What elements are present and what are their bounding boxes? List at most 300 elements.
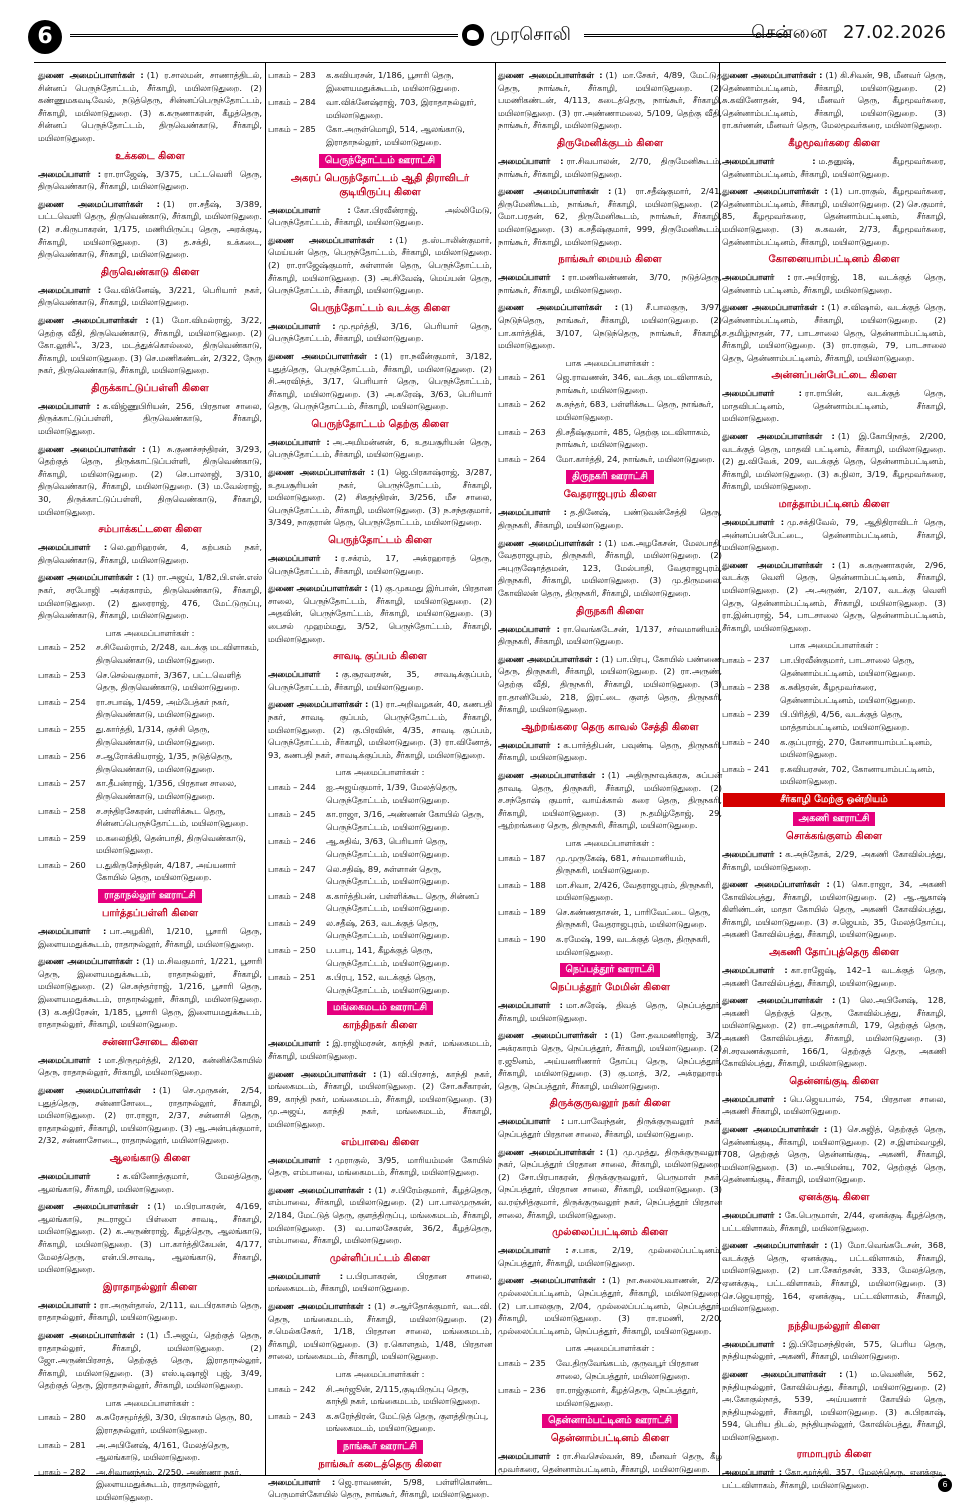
organiser-details: (1) ச.ஆர்தோக்குமார், வட.வி. தெரு, மங்கைமடம், சீர்காழி, மயிலாடுதுறை. (2) ச.மெல்கசேகர், 1/18, பிரதான சாலை, மங்கைமடம், சீர்காழி, மயிலாடுதுறை. (3) ர.கொளதம், 1/48, பிரதான சாலை, மங்கைமடம், சீர்காழி, மயிலாடுதுறை. (268, 1300, 492, 1362)
booth-number: பாகம் – 253 (38, 669, 86, 680)
organiser-entry (498, 1274, 722, 1337)
role-label: அமைப்பாளர் : (722, 272, 791, 283)
organiser-details: ரா.வெங்கடேசன், 1/137, சர்வமானியம், திருநகரி, சீர்காழி, மயிலாடுதுறை. (498, 623, 722, 647)
role-label: அமைப்பாளர் : (498, 1116, 565, 1127)
organiser-entry (268, 582, 492, 645)
role-label: துணை அமைப்பாளர்கள் : (268, 467, 375, 478)
branch-heading: சொக்கங்குளம் கிளை (785, 830, 883, 842)
brand-name: முரசொலி (490, 24, 571, 45)
organiser-details: (1) ம.பிரபாகரன், 4/169, ஆலங்காடு, நடராஜப் பிள்ளை சாவடி, சீர்காழி, மயிலாடுதுறை. (2) க.அருண்ராஜ், கீழத்தெரு, ஆலங்காடு, சீர்காழி, மயிலாடுதுறை. (3) பா.கார்த்திகேயன், 4/177, மேலத்தெரு, என்.பி.சாவடி, ஆலங்காடு, சீர்காழி, மயிலாடுதுறை. (38, 1201, 262, 1275)
booth-row (38, 1439, 262, 1464)
booth-number: பாகம் – 245 (268, 809, 316, 820)
dateline (741, 22, 946, 45)
role-label: துணை அமைப்பாளர்கள் : (498, 186, 612, 197)
branch-heading: பெருந்தோட்டம் கிளை (328, 535, 432, 547)
booth-number: பாகம் – 283 (268, 70, 316, 80)
booth-organiser: பி.பிரித்தி, 4/56, வடக்குத் தெரு, மாத்தாம்பட்டினம், மயிலாடுதுறை. (780, 709, 910, 732)
booth-row (498, 852, 722, 877)
organiser-details: (1) கொ.ராஜா, 34, அகணி கோவில்பத்து, சீர்காழி, மயிலாடுதுறை. (2) ஆ.ஆகாஷ் கிளிண்டன், மாதா கோயில் தெரு, அகணி கோவில்பத்து, சீர்காழி, மயிலாடுதுறை. (3) ச.ஜெயம், 35, மேலத்தோப்பு, அகணி கோவில்பத்து, சீர்காழி, மயிலாடுதுறை. (722, 879, 946, 940)
organiser-entry (722, 1338, 946, 1363)
organiser-details: ப.பிரபாகரன், பிரதான சாலை, மங்கைமடம், சீர்காழி, மயிலாடுதுறை. (268, 1270, 493, 1294)
organiser-entry (498, 769, 722, 832)
booth-section-title: பாக அமைப்பாளர்கள் : (335, 767, 425, 778)
booth-number: பாகம் – 284 (268, 97, 316, 108)
organiser-entry (722, 430, 946, 493)
branch-heading: ராமாபுரம் கிளை (796, 1449, 872, 1461)
organiser-details: க.பார்த்திபன், பவுண்டி தெரு, திருநகரி, சீர்காழி, மயிலாடுதுறை. (498, 739, 722, 763)
organiser-entry (498, 185, 722, 248)
organiser-details: (1) ம.சிவகுமார், 1/221, பூசாரி தெரு, இளையமதுக்கூடம், ராதாநல்லூர், சீர்காழி, மயிலாடுதுறை. (2) செ.சுந்தர்ராஜ், 1/216, பூசாரி தெரு, இளையமதுக்கூடம், ராதாநல்லூர், சீர்காழி, மயிலாடுதுறை. (3) க.சுதிரேசன், 1/185, பூசாரி தெரு, இளையமதுக்கூடம், ராதாநல்லூர், சீர்காழி, மயிலாடுதுறை. (38, 956, 262, 1030)
column-3 (498, 69, 723, 1474)
role-label: அமைப்பாளர் : (268, 1270, 344, 1281)
organiser-entry (722, 516, 946, 554)
booth-section-title: பாக அமைப்பாளர்கள் : (789, 640, 879, 651)
booth-number: பாகம் – 248 (268, 890, 316, 901)
booth-section-title: பாக அமைப்பாளர்கள் : (335, 1368, 425, 1379)
booth-organiser: ப.துகிருசேந்திரன், 4/187, அய்யனார் கோயில் தெரு, மயிலாடுதுறை. (96, 859, 237, 883)
organiser-details: (1) ரா.சதீஷ், 3/389, பட்டவெளி தெரு, திருவெண்காடு, சீர்காழி, மயிலாடுதுறை. (2) ச.கிருபாகரன், 1/175, மணியிருப்பு தெரு, அரக்குடி, சீர்காழி, மயிலாடுதுறை. (3) த.சக்தி, உக்கடை, திருவெண்காடு, சீர்காழி, மயிலாடுதுறை. (38, 198, 262, 260)
branch-heading: கீழமூவர்கரை கிளை (788, 137, 880, 149)
booth-row (38, 832, 262, 857)
role-label: துணை அமைப்பாளர்கள் : (38, 1329, 144, 1340)
booth-number: பாகம் – 281 (38, 1439, 86, 1450)
role-label: அமைப்பாளர் : (722, 965, 788, 976)
banner-label: நெப்பத்தூர் ஊராட்சி (560, 963, 661, 977)
booth-organiser: கா.தீபன்ராஜ், 1/356, பிரதான சாலை, திருவெண்காடு, மயிலாடுதுறை. (96, 778, 237, 801)
role-label: துணை அமைப்பாளர்கள் : (722, 879, 830, 890)
booth-row (268, 971, 492, 996)
banner-label: அகணி ஊராட்சி (793, 812, 876, 826)
column-divider (265, 63, 266, 1475)
booth-section-title: பாக அமைப்பாளர்கள் : (105, 1397, 195, 1408)
booth-number: பாகம் – 258 (38, 805, 86, 816)
booth-organiser: தி.சதீஷ்குமார், 485, தெற்கு மடவிளாகம், நாங்கூர், மயிலாடுதுறை. (556, 426, 711, 450)
branch-heading: திருக்குருவலூர் நகர் கிளை (549, 1098, 671, 1110)
role-label: அமைப்பாளர் : (498, 739, 561, 750)
organiser-entry (268, 1037, 492, 1062)
role-label: அமைப்பாளர் : (722, 388, 802, 399)
booth-row (498, 933, 722, 958)
organiser-entry (722, 1368, 946, 1444)
booth-number: பாகம் – 190 (498, 934, 546, 945)
booth-organiser: ல.சதீஷ், 263, வடக்குத் தெரு, பெருந்தோட்டம், மயிலாடுதுறை. (326, 917, 450, 941)
role-label: துணை அமைப்பாளர்கள் : (38, 70, 144, 80)
organiser-details: அ.அமிமன்னன், 6, உதயசூரியன் தெரு, பெருந்தோட்டம், சீர்காழி, மயிலாடுதுறை. (268, 436, 492, 460)
organiser-entry (722, 271, 946, 296)
organiser-details: ரா.சிவபாலன், 2/70, திருமேனிகூடம், நாங்கூர், சீர்காழி, மயிலாடுதுறை. (498, 155, 722, 179)
booth-organiser: க.சுரேந்திரன், மேட்டுத் தெரு, குளத்திருப்பு, மங்கைமடம், மயிலாடுதுறை. (326, 1410, 489, 1434)
branch-heading: நந்தியநல்லூர் கிளை (788, 1320, 880, 1332)
banner-label: மங்கைமடம் ஊராட்சி (327, 1001, 433, 1015)
booth-row (722, 708, 946, 733)
booth-organiser: மு.முருகேஷ், 681, சர்வமானியம், திருநகரி, மயிலாடுதுறை. (556, 852, 686, 876)
organiser-details: பெ.ஜெயபால், 754, பிரதான சாலை, அகணி சீர்காழி, மயிலாடுதுறை. (722, 1093, 946, 1117)
banner-label: சீர்காழி மேற்கு ஒன்றியம் (723, 793, 945, 807)
masthead (28, 16, 946, 60)
organiser-entry (498, 623, 722, 648)
branch-heading: திருவெண்காடு கிளை (100, 266, 200, 278)
branch-heading: ஆற்றங்கரை தெரு காவல் சேத்தி கிளை (521, 721, 699, 733)
organiser-details: க.அந்தோக், 2/29, அகணி கோவில்பத்து, சீர்காழி, மயிலாடுதுறை. (722, 848, 946, 872)
booth-row (38, 723, 262, 748)
booth-number: பாகம் – 257 (38, 778, 86, 789)
role-label: அமைப்பாளர் : (498, 623, 560, 634)
role-label: அமைப்பாளர் : (268, 1038, 330, 1049)
organiser-entry (38, 443, 262, 519)
booth-section-title: பாக அமைப்பாளர்கள் : (565, 357, 655, 368)
organiser-entry (268, 350, 492, 413)
masthead-rule-left (70, 34, 458, 37)
panchayat-banner (38, 889, 262, 903)
booth-row (722, 763, 946, 788)
panchayat-banner (268, 154, 492, 168)
organiser-entry (722, 69, 946, 132)
branch-heading: எம்பாவை கிளை (341, 1136, 419, 1148)
organiser-entry (498, 1029, 722, 1092)
role-label: அமைப்பாளர் : (722, 1209, 782, 1220)
organiser-details: (1) ச.விஷால், வடக்குத் தெரு, தென்னாம்பட்டினம், சீர்காழி, மயிலாடுதுறை. (2) ச.தமிழ்நாதன், 77, பாடசாலை தெரு, தென்னாம்பட்டினம், சீர்காழி, மயிலாடுதுறை. (3) ரா.ராகுல், 79, பாடசாலை தெரு, தென்னாம்பட்டினம், சீர்காழி, மயிலாடுதுறை. (722, 302, 946, 363)
organiser-details: கா.ராஜேஷ், 142–1 வடக்குத் தெரு, அகணி கோவில்பத்து, சீர்காழி, மயிலாடுதுறை. (722, 965, 946, 988)
booth-row (722, 736, 946, 761)
branch-heading: தென்னாம்பட்டினம் கிளை (550, 1433, 670, 1445)
organiser-entry (268, 234, 492, 297)
role-label: துணை அமைப்பாளர்கள் : (722, 559, 836, 570)
booth-row (722, 654, 946, 679)
role-label: துணை அமைப்பாளர்கள் : (38, 314, 149, 325)
branch-heading: நாங்கூர் மையம் கிளை (558, 254, 662, 266)
booth-row (498, 426, 722, 451)
booth-number: பாகம் – 264 (498, 453, 546, 464)
booth-section-title: பாக அமைப்பாளர்கள் : (105, 627, 195, 638)
branch-heading: அன்னப்பன்பேட்டை கிளை (771, 370, 897, 382)
organiser-details: ரா.ராபின், வடக்குத் தெரு, மாதவிபட்டினம், தென்னாம்பட்டினம், சீர்காழி, மயிலாடுதுறை. (722, 388, 946, 424)
role-label: துணை அமைப்பாளர்கள் : (268, 583, 368, 594)
booth-number: பாகம் – 252 (38, 642, 86, 653)
organiser-details: கோ.பிரவீன்ராஜ், அல்லிமேடு, பெருந்தோட்டம், சீர்காழி, மயிலாடுதுறை. (268, 204, 492, 228)
booth-organiser: அ.சிவானந்தம், 2/250, அண்ணா நகர், இளையமதுக்கூடம், ராதாநல்லூர், மயிலாடுதுறை. (96, 1466, 242, 1503)
booth-number: பாகம் – 238 (722, 682, 770, 693)
organiser-details: லெ.ஹரிஹரன், 4, கற்பகம் நகர், திருவெண்காடு, சீர்காழி, மயிலாடுதுறை. (38, 542, 262, 565)
role-label: துணை அமைப்பாளர்கள் : (38, 956, 140, 967)
organiser-entry (722, 387, 946, 425)
organiser-details: (1) செ.முருகன், 2/54, புதுத்தெரு, சன்னாசோடை, ராதாநல்லூர், சீர்காழி, மயிலாடுதுறை. (2) ரா.ராஜா, 2/37, சன்னாசி தெரு, ராதாநல்லூர், சீர்காழி, மயிலாடுதுறை. (3) ஆ.அன்புக்குமார், 2/32, சன்னாசோடை, ராதாநல்லூர், மயிலாடுதுறை. (38, 1085, 262, 1146)
organiser-entry (722, 1093, 946, 1118)
organiser-details: கு.சூரவரசன், 35, சாவடிக்குப்பம், பெருந்தோட்டம், சீர்காழி, மயிலாடுதுறை. (268, 669, 492, 692)
booth-organiser: ச.சந்திரசேகரன், பள்ளிக்கூட தெரு, சின்னப்பெருந்தோட்டம், மயிலாடுதுறை. (96, 805, 249, 829)
role-label: துணை அமைப்பாளர்கள் : (498, 537, 602, 548)
column-2 (268, 69, 493, 1500)
organiser-details: (1) சு.கருணாகரன், 2/96, வடக்கு வெளி தெரு, தென்னாம்பட்டினம், சீர்காழி, மயிலாடுதுறை. (2) அ.அருண், 2/107, வடக்கு வெளி தெரு, தென்னாம்பட்டினம், சீர்காழி, மயிலாடுதுறை. (3) ரா.இன்பராஜ், 54, பாடசாலை தெரு, தென்னாம்பட்டினம், சீர்காழி, மயிலாடுதுறை. (722, 559, 947, 633)
organiser-details: (1) ஜெ.பிரகாஷ்ராஜ், 3/287, உதயசூரியன் நகர், பெருந்தோட்டம், சீர்காழி, மயிலாடுதுறை. (2) சிகதந்திரன், 3/256, மீச சாலை, பெருந்தோட்டம், சீர்காழி, மயிலாடுதுறை. (3) ந.சந்தகுமார், 3/349, நாகுரான் தெரு, பெருந்தோட்டம், மயிலாடுதுறை. (268, 467, 492, 528)
organiser-details: மு.மூர்த்தி, 3/16, பெரியார் தெரு, பெருந்தோட்டம், சீர்காழி, மயிலாடுதுறை. (268, 320, 492, 344)
booth-number: பாகம் – 247 (268, 863, 316, 874)
booth-organiser: சு.சுந்தர், 683, பள்ளிக்கூட தெரு, நாங்கூர், மயிலாடுதுறை. (556, 399, 714, 423)
role-label: அமைப்பாளர் : (38, 1299, 97, 1310)
organiser-details: (1) ச.பிரேம்குமார், கீழத்தெரு, எம்பாவை, சீர்காழி, மயிலாடுதுறை. (2) பா.பாலமுருகன், 2/184, மேட்டுத் தெரு, குளத்திருப்பு, மங்கைமடம், சீர்காழி, மயிலாடுதுறை. (3) வ.பாலசேகரன், 36/2, கீழத்தெரு, எம்பாவை, சீர்காழி, மயிலாடுதுறை. (268, 1184, 492, 1246)
organiser-entry (722, 994, 946, 1070)
booth-number: பாகம் – 261 (498, 372, 546, 383)
organiser-details: (1) மா.சேகர், 4/89, மேட்டுத் தெரு, நாங்கூர், சீர்காழி, மயிலாடுதுறை. (2) பமணிகண்டன், 4/113, கடைத்தெரு, நாங்கூர், சீர்காழி, மயிலாடுதுறை. (3) ரா.அண்ணாமலை, 5/109, தெற்கு வீதி, நாங்கூர், சீர்காழி, மயிலாடுதுறை. (498, 70, 722, 131)
role-label: அமைப்பாளர் : (498, 272, 566, 283)
booth-row (268, 123, 492, 148)
organiser-details: (1) நா.சுலையவாணன், 2/2, முல்லைப்பட்டினம், நெப்பத்தூர், சீர்காழி, மயிலாடுதுறை. (2) பா.பாலகுரு, 2/04, முல்லைப்பட்டினம், நெப்பத்தூர், சீர்காழி, மயிலாடுதுறை. (3) ரா.ரமணி, 2/20, முல்லைப்பட்டினம், நெப்பத்தூர், சீர்காழி, மயிலாடுதுறை. (498, 1275, 722, 1336)
booth-number: பாகம் – 259 (38, 832, 86, 843)
booth-row (268, 808, 492, 833)
organiser-details: இ.பிரேமசந்திரன், 575, பெரிய தெரு, நந்தியநல்லூர், அகணி, சீர்காழி, மயிலாடுதுறை. (722, 1338, 946, 1362)
role-label: அமைப்பாளர் : (498, 1245, 569, 1256)
branch-heading: திருமேனிக்குடம் கிளை (557, 137, 663, 149)
booth-number: பாகம் – 280 (38, 1412, 86, 1423)
role-label: துணை அமைப்பாளர்கள் : (38, 1085, 156, 1095)
organiser-entry (722, 1209, 946, 1234)
booth-number: பாகம் – 255 (38, 723, 86, 734)
panchayat-banner (722, 812, 946, 826)
organiser-entry (498, 739, 722, 764)
booth-row (498, 879, 722, 904)
booth-organiser: க.ரமேஷ், 199, வடக்குத் தெரு, திருநகரி, மயிலாடுதுறை. (556, 934, 711, 957)
organiser-details: இ.ராஜிமரசன், காந்தி நகர், மங்கைமடம், சீர்காழி, மயிலாடுதுறை. (268, 1038, 492, 1062)
booth-row (268, 1410, 492, 1435)
banner-label: பெருந்தோட்டம் ஊராட்சி (319, 154, 441, 168)
branch-heading: ஆலங்காடு கிளை (109, 1152, 191, 1164)
organiser-entry (498, 537, 722, 600)
booth-organiser: கா.ராஜா, 3/16, அண்ணன் கோயில் தெரு, பெருந்தோட்டம், மயிலாடுதுறை. (326, 809, 485, 832)
booth-organiser: சி.அர்ஜூன், 2/115,குடியிருப்பு தெரு, காந்தி நகர், மங்கைமடம், மயிலாடுதுறை. (326, 1383, 481, 1407)
role-label: அமைப்பாளர் : (268, 204, 351, 215)
organiser-entry (722, 1466, 946, 1491)
city-label: சென்னை (751, 22, 828, 43)
organiser-details: பா.அழகிரி, 1/210, பூசாரி தெரு, இளையமதுக்கூடம், ராதாநல்லூர், சீர்காழி, மயிலாடுதுறை. (38, 926, 262, 949)
organiser-details: ரா.சிவசெல்வன், 89, மீனவர் தெரு, கீழ மூவர்கரை, தென்னாம்பட்டினம், சீர்காழி, மயிலாடுதுறை. (498, 1451, 722, 1474)
booth-organiser: க.கார்த்திபன், பள்ளிக்கூட தெரு, சின்னப் பெருந்தோட்டம், மயிலாடுதுறை. (326, 890, 479, 914)
booth-row (498, 398, 722, 423)
organiser-details: (1) ரா.அறிவழகன், 40, கணபதி நகர், சாவடி குப்பம், பெருந்தோட்டம், சீர்காழி, மயிலாடுதுறை. (2) கு.பிரவின், 4/35, சாவடி குப்பம், பெருந்தோட்டம், சீர்காழி, மயிலாடுதுறை. (3) ரா.வினோத், 93, கணபதி நகர், சாவடிக்குப்பம், சீர்காழி, மயிலாடுதுறை. (268, 699, 492, 760)
branch-heading: காந்திநகர் கிளை (342, 1020, 418, 1032)
role-label: துணை அமைப்பாளர்கள் : (722, 70, 823, 80)
branch-heading: திருநகரி கிளை (576, 605, 644, 617)
booth-number: பாகம் – 237 (722, 654, 770, 665)
column-1 (38, 69, 262, 1503)
role-label: அமைப்பாளர் : (498, 1451, 560, 1462)
role-label: துணை அமைப்பாளர்கள் : (38, 198, 160, 209)
branch-heading: சாவடி குப்பம் கிளை (333, 651, 427, 663)
column-divider (495, 63, 496, 1475)
organiser-entry (498, 1244, 722, 1269)
role-label: துணை அமைப்பாளர்கள் : (498, 302, 619, 313)
branch-heading: பார்த்தப்பள்ளி கிளை (101, 908, 199, 920)
booth-row (498, 371, 722, 396)
organiser-details: ர.சக்ரம், 17, அக்ரஹாரத் தெரு, பெருந்தோட்டம், சீர்காழி, மயிலாடுதுறை. (268, 553, 492, 576)
booth-number: பாகம் – 246 (268, 836, 316, 847)
organiser-entry (268, 466, 492, 529)
organiser-details: (1) ர.சாலமன், சாணாத்திடல், சின்னப் பெருந்தோட்டம், சீர்காழி, மயிலாடுதுறை. (2) கண்ணுமகவடிவேல், நடுத்தெரு, சின்னப்பெருந்தோட்டம், சீர்காழி, மயிலாடுதுறை. (3) க.கருணாகரன், கீழத்தெரு, சின்னப் பெருந்தோட்டம், திருவெண்காடு, சீர்காழி, மயிலாடுதுறை. (38, 70, 262, 143)
organiser-details: பா.பாவேந்தன், திருக்குருவலூர் நகர், நெப்பத்தூர் பிரதான சாலை, சீர்காழி, மயிலாடுதுறை. (498, 1116, 722, 1139)
organiser-entry (38, 925, 262, 950)
organiser-entry (498, 1146, 722, 1222)
branch-heading: நெப்பத்தூர் மேமின் கிளை (550, 982, 670, 994)
booth-row (268, 835, 492, 860)
organiser-entry (498, 999, 722, 1024)
booth-number: பாகம் – 241 (722, 763, 770, 774)
booth-organiser: க.பிரபு, 152, வடக்குத் தெரு, பெருந்தோட்டம், மயிலாடுதுறை. (326, 972, 450, 995)
organiser-entry (722, 964, 946, 989)
organiser-entry (268, 552, 492, 577)
organiser-details: த.தினேஷ், பண்டுவன்சேத்தி தெரு, திருநகரி, சீர்காழி, மயிலாடுதுறை. (498, 507, 722, 531)
organiser-entry (38, 284, 262, 309)
panchayat-banner (268, 1440, 492, 1454)
role-label: அமைப்பாளர் : (722, 155, 816, 166)
organiser-details: கே.பெருமாள், 2/44, ஏனக்குடி கீழத்தெரு, பட்டவிளாகம், சீர்காழி, மயிலாடுதுறை. (722, 1209, 946, 1233)
booth-row (498, 906, 722, 931)
brand (462, 22, 580, 52)
booth-organiser: செ.கண்ணதாசன், 1, பாரிவேட்டை தெரு, திருநகரி, வேதராஜபுரம், மயிலாடுதுறை. (556, 906, 711, 930)
role-label: துணை அமைப்பாளர்கள் : (38, 1201, 151, 1212)
organiser-details: ரா.அபிராஜ், 18, வடக்குத் தெரு, தென்னாம் பட்டினம், சீர்காழி, மயிலாடுதுறை. (722, 272, 946, 295)
booth-number: பாகம் – 244 (268, 781, 316, 792)
organiser-entry (722, 1123, 946, 1186)
booth-number: பாகம் – 263 (498, 426, 546, 437)
organiser-entry (722, 878, 946, 941)
role-label: துணை அமைப்பாளர்கள் : (268, 350, 378, 361)
organiser-details: (1) பீ.அஜய், தெற்குத் தெரு, ராதாநல்லூர், சீர்காழி, மயிலாடுதுறை. (2) ஜோ.அருண்பிரசாத், தெற்குத் தெரு, இராதாநல்லூர், சீர்காழி, மயிலாடுதுறை. (3) எஸ்.டிஷாஜி புஜ், 3/49, தெற்குத் தெரு, இராதாநல்லூர், சீர்காழி, மயிலாடுதுறை. (38, 1329, 262, 1391)
branch-heading: பெருந்தோட்டம் வடக்கு கிளை (309, 302, 451, 314)
organiser-entry (498, 271, 722, 296)
organiser-details: ரா.ராஜேஷ், 3/375, பட்டவெளி தெரு, திருவெண்காடு, சீர்காழி, மயிலாடுதுறை. (38, 168, 262, 192)
panchayat-banner (498, 963, 722, 977)
banner-label: ராதாநல்லூர் ஊராட்சி (98, 889, 202, 903)
booth-row (38, 641, 262, 666)
organiser-entry (268, 320, 492, 345)
organiser-details: வே.விக்னேஷ், 3/221, பெரியார் நகர், திருவெண்காடு, சீர்காழி, மயிலாடுதுறை. (38, 284, 262, 308)
booth-organiser: ரா.சபாஷ், 1/459, அம்பேத்கர் நகர், திருவெண்காடு, மயிலாடுதுறை. (96, 696, 230, 720)
booth-organiser: மோ.கார்த்தி, 24, நாங்கூர், மயிலாடுதுறை. (556, 453, 715, 464)
booth-row (268, 1383, 492, 1408)
organiser-details: (1) வி.பிரசாத், காந்தி நகர், மங்கைமடம், சீர்காழி, மயிலாடுதுறை. (2) சோ.சுசீகாரன், 89, காந்தி நகர், மங்கைமடம், சீர்காழி, மயிலாடுதுறை. (3) மு.அஜய், காந்தி நகர், மங்கைமடம், சீர்காழி, மயிலாடுதுறை. (268, 1068, 492, 1129)
booth-row (38, 805, 262, 830)
role-label: அமைப்பாளர் : (38, 926, 107, 937)
organiser-details: (1) சீ.பாலகுரு, 3/97, நெடுந்தெரு, நாங்கூர், சீர்காழி, மயிலாடுதுறை. (2) பா.கார்த்திக், 3/107, நெடுந்தெரு, நாங்கூர், சீர்காழி, மயிலாடுதுறை. (498, 302, 723, 351)
organiser-entry (38, 1084, 262, 1147)
rising-sun-logo-icon (462, 24, 484, 46)
role-label: அமைப்பாளர் : (38, 542, 108, 553)
booth-number: பாகம் – 285 (268, 124, 316, 135)
branch-heading: முள்ளிப்பட்டம் கிளை (329, 1252, 431, 1264)
role-label: துணை அமைப்பாளர்கள் : (722, 431, 835, 442)
booth-number: பாகம் – 242 (268, 1383, 316, 1394)
booth-organiser: அ.அபினேஷ், 4/161, மேலத்தெரு, ஆலங்காடு, மயிலாடுதுறை. (96, 1439, 230, 1463)
panchayat-banner (498, 470, 722, 484)
organiser-entry (268, 1476, 492, 1501)
organiser-details: கோ.மூர்த்தி, 357, மேலத்தெரு, ஏனக்குடி, பட்டவிளாகம், சீர்காழி, மயிலாடுதுறை. (722, 1467, 946, 1491)
organiser-details: (1) பா.பிரபு, கோயில் பண்ணை தெரு, திருநகரி, சீர்காழி, மயிலாடுதுறை. (2) ரா.அருண், தெற்கு வீதி, திருநகரி, சீர்காழி, மயிலாடுதுறை. (3) ரா.தானியேல், 218, இரட்டை குளத் தெரு, திருநகரி, சீர்காழி, மயிலாடுதுறை. (498, 653, 722, 715)
organiser-entry (38, 69, 262, 145)
organiser-entry (722, 185, 946, 248)
booth-organiser: ச.ஆரோக்கியராஜ், 1/35, நடுத்தெரு, திருவெண்காடு, மயிலாடுதுறை. (96, 751, 233, 774)
role-label: துணை அமைப்பாளர்கள் : (722, 302, 825, 313)
role-label: அமைப்பாளர் : (722, 1338, 786, 1349)
organiser-details: மா.திருமூர்த்தி, 2/120, கன்னிக்கோயில் தெரு, ராதாநல்லூர், சீர்காழி, மயிலாடுதுறை. (38, 1054, 262, 1078)
role-label: அமைப்பாளர் : (268, 553, 338, 564)
branch-heading: ஏனக்குடி கிளை (798, 1191, 870, 1203)
organiser-entry (38, 400, 262, 438)
booth-organiser: பா.பிரவீன்குமார், பாடசாலை தெரு, தென்னாம்பட்டினம், மயிலாடுதுறை. (780, 654, 916, 678)
booth-number: பாகம் – 188 (498, 879, 546, 890)
organiser-details: (1) மக.அழகேசன், மேலபாதி, வேதராஜபுரம், திருநகரி, சீர்காழி, மயிலாடுதுறை. (2) அபுருஷோத்தமன், 123, மேல்பாதி, வேதராஜபுரம், திருநகரி, சீர்காழி, மயிலாடுதுறை. (3) மு.திருமலை, கோவிலன் தெரு, திருநகரி, சீர்காழி, மயிலாடுதுறை. (498, 537, 723, 598)
role-label: அமைப்பாளர் : (268, 669, 339, 680)
role-label: அமைப்பாளர் : (498, 507, 567, 518)
booth-row (38, 750, 262, 775)
booth-number: பாகம் – 240 (722, 736, 770, 747)
organiser-entry (722, 559, 946, 635)
role-label: துணை அமைப்பாளர்கள் : (722, 1240, 828, 1251)
booth-organiser: ர.கவியரசன், 702, கோனாயாம்பட்டினம், மயிலாடுதுறை. (780, 763, 935, 787)
booth-number: பாகம் – 250 (268, 945, 316, 956)
organiser-details: முராகுல், 3/95, மாரியம்மன் கோயில் தெரு, எம்பாவை, மங்கைமடம், சீர்காழி, மயிலாடுதுறை. (268, 1154, 493, 1178)
booth-number: பாகம் – 189 (498, 906, 546, 917)
booth-organiser: து.கார்த்தி, 1/314, குச்சி தெரு, திருவெண்காடு, மயிலாடுதுறை. (96, 723, 215, 747)
organiser-entry (38, 1299, 262, 1324)
organiser-details: (1) சு.குணச்சந்திரன், 3/293, தெற்குத் தெரு, திருக்காட்டுப்பள்ளி, திருவெண்காடு, சீர்காழி, மயிலாடுதுறை. (2) செ.பாலாஜி, 3/310, திருவெண்காடு, சீர்காழி, மயிலாடுதுறை. (3) ம.வேல்ராஜ், 30, திருக்காட்டுப்பள்ளி, திருவெண்காடு, சீர்காழி, மயிலாடுதுறை. (38, 443, 262, 517)
organiser-details: மு.சக்திவேல், 79, ஆதிதிராவிடர் தெரு, அன்னப்பன்பேட்டை, தென்னாம்பட்டினம், சீர்காழி, மயிலாடுதுறை. (722, 517, 946, 553)
organiser-details: (1) செ.சுஜித், தெற்குத் தெரு, தென்னங்குடி, சீர்காழி, மயிலாடுதுறை. (2) ச.இளம்வழுதி, 708, தெற்குத் தெரு, தென்னங்குடி, அகணி, சீர்காழி, மயிலாடுதுறை. (3) ம.அபிமன்யு, 702, தெற்குத் தெரு, தென்னங்குடி, சீர்காழி, மயிலாடுதுறை. (722, 1124, 947, 1185)
booth-organiser: செ.செல்வகுமார், 3/367, பட்டவெளித் தெரு, திருவெண்காடு, மயிலாடுதுறை. (96, 669, 242, 693)
booth-organiser: ஆ.சுதிவ், 3/63, பெரியார் தெரு, பெருந்தோட்டம், மயிலாடுதுறை. (326, 836, 450, 859)
organiser-entry (268, 698, 492, 761)
page-number-badge: 6 (28, 20, 62, 54)
booth-organiser: ரா.ராஜ்குமார், கீழத்தெரு, நெப்பத்தூர், மயிலாடுதுறை. (556, 1385, 699, 1408)
branch-heading: கோனையாம்பட்டினம் கிளை (768, 254, 900, 266)
organiser-details: ஜெ.ராவணன், 5/98, பள்ளிகொண்ட பெருமாள்கோயில் தெரு, நாங்கூர், சீர்காழி, மயிலாடுதுறை. (268, 1476, 492, 1500)
booth-row (498, 1357, 722, 1382)
organiser-details: (1) கு.முகமது இர்பான், பிரதான சாலை, பெருந்தோட்டம், சீர்காழி, மயிலாடுதுறை. (2) அதவின், பெருந்தோட்டம், சீர்காழி, மயிலாடுதுறை. (3) பைசல் முஹம்மது, 3/52, பெருந்தோட்டம், சீர்காழி, மயிலாடுதுறை. (268, 583, 493, 644)
booth-row (38, 696, 262, 721)
booth-row (268, 917, 492, 942)
booth-organiser: வே.திருவேங்கடம், குருவபூர் பிரதான சாலை, நெப்பத்தூர், மயிலாடுதுறை. (556, 1357, 699, 1381)
branch-heading: இராதாநல்லூர் கிளை (102, 1281, 198, 1293)
branch-heading: நாங்கூர் கடைத்தெரு கிளை (318, 1458, 442, 1470)
booth-organiser: ச.சிவேல்ராம், 2/248, வடக்கு மடவிளாகம், திருவெண்காடு, மயிலாடுதுறை. (96, 642, 260, 665)
role-label: அமைப்பாளர் : (38, 168, 102, 179)
role-label: துணை அமைப்பாளர்கள் : (268, 1068, 377, 1079)
booth-row (38, 859, 262, 884)
organiser-entry (38, 955, 262, 1031)
banner-label: திருநகரி ஊராட்சி (566, 470, 654, 484)
branch-heading: தென்னங்குடி கிளை (789, 1075, 879, 1087)
organiser-details: (1) பா.ராகுல், கீழமூவர்கரை, தென்னாம்பட்டினம், சீர்காழி, மயிலாடுதுறை. (2) செ.குமார், 85, கீழமூவர்கரை, தென்னாம்பட்டினம், சீர்காழி, மயிலாடுதுறை. (3) சு.கவன், 2/73, கீழமூவர்கரை, தென்னாம்பட்டினம், சீர்காழி, மயிலாடுதுறை. (722, 186, 946, 247)
booth-row (722, 681, 946, 706)
booth-number: பாகம் – 243 (268, 1410, 316, 1421)
role-label: அமைப்பாளர் : (38, 400, 100, 411)
organiser-entry (498, 1450, 722, 1475)
organiser-details: (1) கி.சிவன், 98, மீனவர் தெரு, தென்னாம்பட்டினம், சீர்காழி, மயிலாடுதுறை. (2) சு.கவினோதன், 94, மீனவர் தெரு, கீழமூவர்கரை, தென்னாம்பட்டினம், சீர்காழி, மயிலாடுதுறை. (3) ரா.கர்ணன், மீனவர் தெரு, மேலமூவர்கரை, மயிலாடுதுறை. (722, 70, 947, 131)
organiser-entry (38, 314, 262, 377)
organiser-entry (722, 155, 946, 180)
role-label: துணை அமைப்பாளர்கள் : (498, 1146, 604, 1157)
organiser-details: (1) சோ.தவமணிராஜ், 3/2, அக்ரகாரம் தெரு, நெப்பத்தூர், சீர்காழி, மயிலாடுதுறை. (2) ர.ஜூனம், அய்யனரிணார் தோப்பு தெரு, நெப்பத்தூர், சீர்காழி, மயிலாடுதுறை. (3) கு.மாத், 3/2, அக்ரஹாரம் தெரு, நெப்பத்தூர், சீர்காழி, மயிலாடுதுறை. (498, 1030, 723, 1091)
booth-organiser: சு.சுரேசமூர்த்தி, 3/30, பிரகாசம் தெரு, 80, இராதநல்லூர், மயிலாடுதுறை. (96, 1412, 253, 1436)
role-label: அமைப்பாளர் : (38, 1170, 120, 1181)
role-label: அமைப்பாளர் : (722, 848, 783, 859)
booth-row (268, 69, 492, 94)
branch-heading: மாத்தாம்பட்டினம் கிளை (778, 499, 890, 511)
organiser-entry (498, 653, 722, 716)
booth-row (268, 890, 492, 915)
banner-label: தென்னாம்பட்டினம் ஊராட்சி (542, 1414, 678, 1428)
booth-organiser: ஐ.அஜய்குமார், 1/39, மேலத்தெரு, பெருந்தோட்டம், மயிலாடுதுறை. (326, 781, 458, 805)
organiser-details: க.விஜ்ணுபிரியன், 256, பிரதான சாலை, திருக்காட்டுப்பள்ளி, திருவெண்காடு, சீர்காழி, மயிலாடுதுறை. (38, 400, 262, 437)
booth-row (268, 944, 492, 969)
organiser-entry (268, 436, 492, 461)
